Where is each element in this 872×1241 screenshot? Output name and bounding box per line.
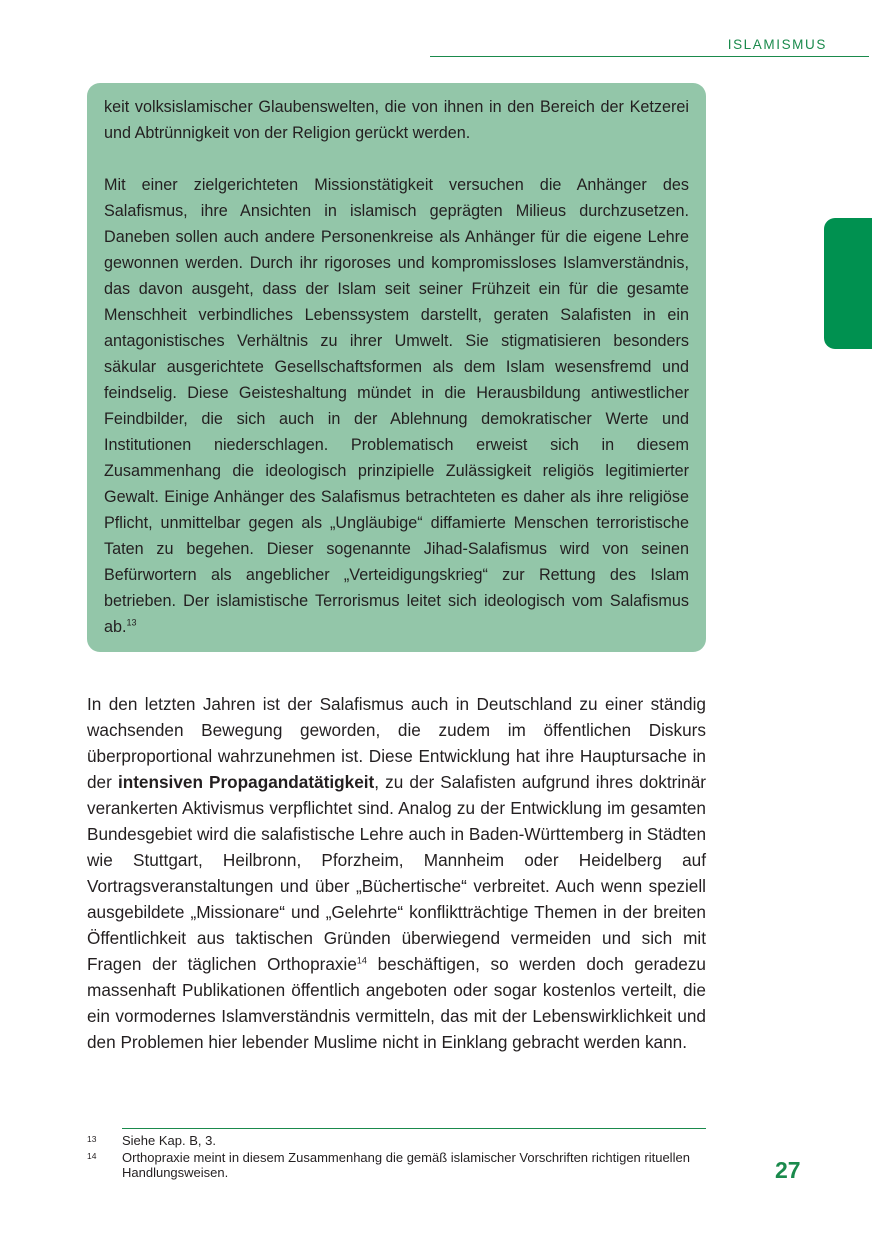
- footnotes: [87, 1133, 706, 1182]
- info-box: [87, 83, 706, 652]
- header-divider: [430, 56, 869, 57]
- footnote-ref-14[interactable]: 14: [356, 955, 367, 966]
- body-paragraph: [87, 691, 706, 1055]
- footnote-divider: [122, 1128, 706, 1129]
- page-number: 27: [775, 1157, 801, 1183]
- footnote-number: 13: [87, 1134, 97, 1144]
- footnote-ref-13[interactable]: 13: [126, 617, 137, 628]
- info-box-paragraph-1: keit volksislamischer Glaubenswelten, die von ihnen in den Bereich der Ketzerei und Abtrünnigkeit von der Religion gerückt werden.: [104, 98, 689, 142]
- body-text-part-3: beschäftigen, so werden doch geradezu massenhaft Publikationen öffentlich angeboten oder sogar kostenlos verteilt, die ein vormodernes Islamverständnis vermitteln, das mit der Lebenswirklichkeit und den Problemen hier lebender Muslime nicht in Einklang gebracht werden kann.: [87, 954, 706, 1052]
- chapter-tab-marker: [824, 218, 872, 349]
- footnote-text: Siehe Kap. B, 3.: [122, 1133, 216, 1148]
- body-text: [87, 691, 706, 1055]
- footnote-14: [87, 1150, 706, 1180]
- footnote-13: [87, 1133, 706, 1148]
- info-box-paragraph-2: [104, 172, 689, 640]
- body-text-part-2: , zu der Salafisten aufgrund ihres doktrinär verankerten Aktivismus verpflichtet sind. Analog zu der Entwicklung im gesamten Bundesgebiet wird die salafistische Lehre auch in Baden-Württemberg in Städten wie Stuttgart, Heilbronn, Pforzheim, Mannheim oder Heidelberg auf Vortragsveranstaltungen und über „Büchertische“ verbreitet. Auch wenn speziell ausgebildete „Missionare“ und „Gelehrte“ konfliktträchtige Themen in der breiten Öffentlichkeit aus taktischen Gründen überwiegend vermeiden und sich mit Fragen der täglichen Orthopraxie: [87, 772, 706, 974]
- info-box-paragraph-2-text: Mit einer zielgerichteten Missionstätigkeit versuchen die Anhänger des Salafismus, ihre Ansichten in islamisch geprägten Milieus durchzusetzen. Daneben sollen auch andere Personenkreise als Anhänger für die eigene Lehre gewonnen werden. Durch ihr rigoroses und kompromissloses Islamverständnis, das davon ausgeht, dass der Islam seit seiner Frühzeit ein für die gesamte Menschheit verbindliches Lebenssystem darstellt, geraten Salafisten in ein antagonistisches Verhältnis zu ihrer Umwelt. Sie stigmatisieren besonders säkular ausgerichtete Gesellschaftsformen als dem Islam wesensfremd und feindselig. Diese Geisteshaltung mündet in die Herausbildung antiwestlicher Feindbilder, die sich auch in der Ablehnung demokratischer Werte und Institutionen niederschlagen. Problematisch erweist sich in diesem Zusammenhang die ideologisch prinzipielle Zulässigkeit religiös legitimierter Gewalt. Einige Anhänger des Salafismus betrachteten es daher als ihre religiöse Pflicht, unmittelbar gegen als „Ungläubige“ diffamierte Menschen terroristische Taten zu begehen. Dieser sogenannte Jihad-Salafismus wird von seinen Befürwortern als angeblicher „Verteidigungskrieg“ zur Rettung des Islam betrieben. Der islamistische Terrorismus leitet sich ideologisch vom Salafismus ab.: [104, 176, 689, 636]
- footnote-text: Orthopraxie meint in diesem Zusammenhang die gemäß islamischer Vorschriften richtigen rituellen Handlungsweisen.: [122, 1150, 690, 1180]
- body-text-part-1: In den letzten Jahren ist der Salafismus auch in Deutschland zu einer ständig wachsenden Bewegung geworden, die zudem im öffentlichen Diskurs überproportional wahrzunehmen ist. Diese Entwicklung hat ihre Hauptursache in der: [87, 694, 706, 792]
- section-title: ISLAMISMUS: [727, 37, 827, 52]
- body-text-emphasis: intensiven Propagandatätigkeit: [117, 772, 375, 792]
- footnote-number: 14: [87, 1151, 97, 1161]
